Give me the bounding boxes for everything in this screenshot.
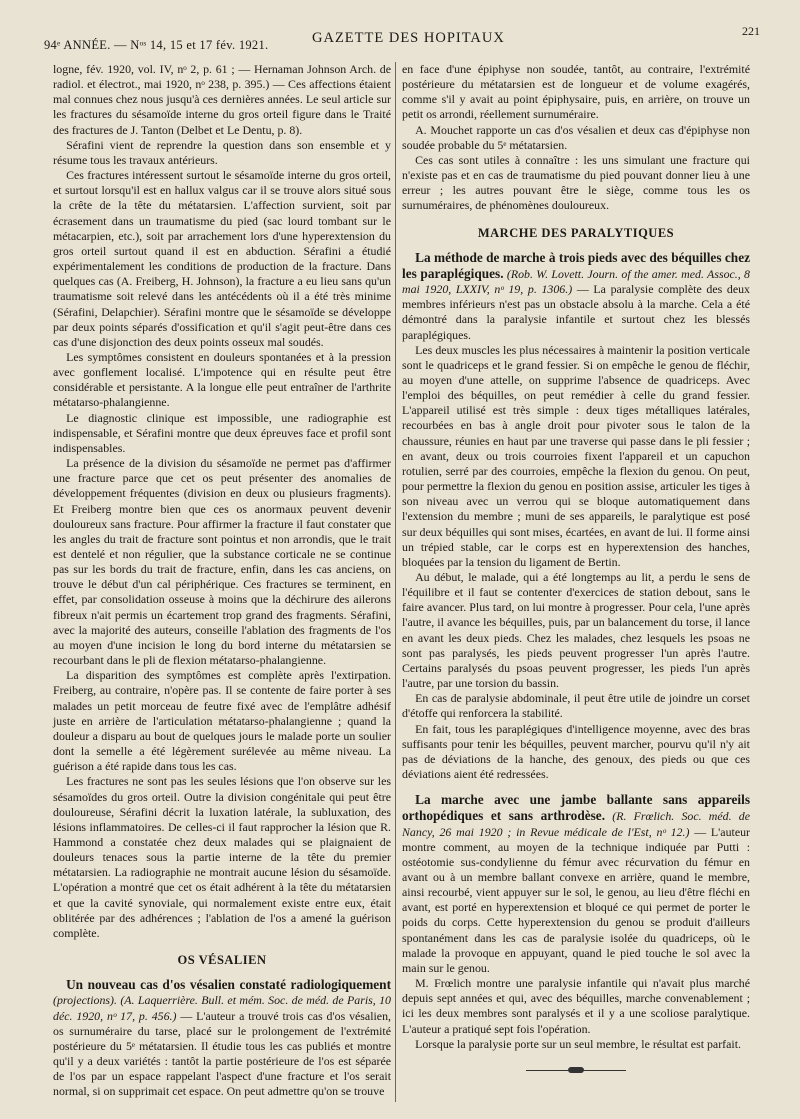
paragraph: en face d'une épiphyse non soudée, tantôt, au contraire, l'extrémité postérieure du métatarsien est de longueur et de volume exagérés, comme s'il y avait au point épiphysaire, puis, en arrière, on trouve un petit os arrondi, réellement surnuméraire. xyxy=(402,62,750,122)
section-title-os-vesalien: OS VÉSALIEN xyxy=(177,953,267,968)
paragraph: A. Mouchet rapporte un cas d'os vésalien et deux cas d'épiphyse non soudée probable du 5ᵉ métatarsien. xyxy=(402,122,750,152)
paragraph: Ces fractures intéressent surtout le sésamoïde interne du gros orteil, et surtout lorsqu'il est en hallux valgus car il se trouve alors situé sous la crête de la tête du métatarsien. L'affection survient, soit par écrasement dans un traumatisme du pied (sac lourd tombant sur le métacarpien, etc.), soit par arrachement lors d'une hyperextension du gros orteil surtout quand il est en abduction. Sérafini a étudié expérimentalement les conditions de production de la fracture. Dans quelques cas (A. Freiberg, H. Johnson), la fracture a eu lieu sans qu'un traumatisme soit relevé dans les antécédents où il a été très minime (Sérafini, Delapchier). Sérafini montre que le sésamoïde se développe par deux points séparés d'ossification et qu'il s'agit peut-être dans ces cas d'une disjonction des deux points osseux mal soudés. xyxy=(53,168,391,349)
paragraph: M. Frœlich montre une paralysie infantile qui n'avait plus marché depuis sept années et qui, avec des béquilles, marche convenablement ; ici les deux membres sont paralysés et il y a une scoliose paralytique. L'auteur a pratiqué sept fois l'opération. xyxy=(402,976,750,1036)
left-column xyxy=(53,62,391,1099)
right-column xyxy=(402,62,750,1076)
paragraph: logne, fév. 1920, vol. IV, nᵒ 2, p. 61 ; — Hernaman Johnson Arch. de radiol. et électrot., mai 1920, nᵒ 238, p. 395.) — Ces affections étaient mal connues chez nous jusqu'à ces dernières années. Le seul article sur les fractures du sésamoïde interne du gros orteil figure dans le Traité des fractures de J. Tanton (Delbet et Le Dentu, p. 8). xyxy=(53,62,391,137)
paragraph: La présence de la division du sésamoïde ne permet pas d'affirmer une fracture parce que cet os peut présenter des anomalies de développement fréquentes (division en deux ou plusieurs fragments). Et Freiberg montre bien que ces os anormaux peuvent devenir douloureux sans fracture. Pour affirmer la fracture il faut constater que les angles du trait de fracture sont pointus et non arrondis, que le trait est dentelé et non régulier, que la substance corticale ne se continue pas sur les bords du trait de fracture, enfin, dans les cas anciens, on trouve le début d'un cal périphérique. Ces fractures se terminent, en effet, par consolidation osseuse à moins que la déchirure des ailerons fibreux n'ait permis un écartement trop grand des fragments. Sérafini, avec la majorité des auteurs, conseille l'ablation des fragments de l'os au moyen d'une incision le long du bord interne du métatarsien se recourbant dans le pli de flexion métatarso-phalangienne. xyxy=(53,456,391,668)
paragraph: La disparition des symptômes est complète après l'extirpation. Freiberg, au contraire, n'opère pas. Il se contente de faire porter à ses malades un petit morceau de feutre fixé avec de l'emplâtre adhésif juste en arrière de l'articulation métatarso-phalangienne ; quand la douleur a disparu au bout de quelques jours le malade porte un soulier dont la semelle a été légèrement surélevée au même niveau. La guérison a été rapide dans tous les cas. xyxy=(53,668,391,774)
article-text: — La paralysie complète des deux membres inférieurs n'est pas un obstacle absolu à la marche. Cela a été démontré dans la paralysie infantile et surtout chez les blessés paraplégiques. xyxy=(402,282,750,342)
article-text: — L'auteur montre comment, au moyen de la technique indiquée par Putti : ostéotomie sus-condylienne du fémur avec récurvation du fémur en avant ou à un membre ballant convexe en arrière, quand le membre, ainsi recourbé, vient appuyer sur le sol, le genou, au lieu d'être fléchi en avant, est porté en hyperextension et bloqué ce qui permet de porter le poids du corps. Cette hyperextension du genou se produit d'ailleurs spontanément dans les cas de paralysie isolée du quadriceps, où le malade la provoque en appuyant, quand le pied touche le sol avec la main sur le genou. xyxy=(402,824,750,975)
page-header xyxy=(0,20,800,56)
section-title-marche-paralytiques: MARCHE DES PARALYTIQUES xyxy=(477,225,675,240)
page-number: 221 xyxy=(742,24,760,38)
paragraph: En fait, tous les paraplégiques d'intelligence moyenne, avec des bras suffisants pour tenir les béquilles, peuvent marcher, pourvu qu'il n'y ait pas de déviations de la hanche, des genoux, des pieds ou que ces déviations aient été redressées. xyxy=(402,721,750,782)
paragraph: Lorsque la paralysie porte sur un seul membre, le résultat est parfait. xyxy=(415,1036,741,1051)
article-os-vesalien xyxy=(53,977,391,1099)
article-reference: (R. Frœlich. Soc. méd. de Nancy, 26 mai 1920 ; in Revue médicale de l'Est, nᵒ 12.) xyxy=(402,809,750,839)
article-jambe-ballante xyxy=(402,792,750,976)
paragraph: Les fractures ne sont pas les seules lésions que l'on observe sur les sésamoïdes du gros orteil. Outre la division congénitale qui peut être douloureuse, Sérafini décrit la luxation latérale, la subluxation, des lésions inflammatoires. De celles-ci il faut rapprocher la lésion que R. Hammond a constatée chez deux malades qui se plaignaient de douleurs tenaces sous la partie interne de la tête du premier métatarsien. La radiographie ne montrait aucune lésion du sésamoïde. L'opération a montré que cet os était adhérent à la tête du métatarsien et que la cavité synoviale, qui normalement existe entre eux, était oblitérée par des adhérences ; l'ablation de l'os a amené la guérison complète. xyxy=(53,774,391,940)
article-reference: (Rob. W. Lovett. Journ. of the amer. med. Assoc., 8 mai 1920, LXXIV, nᵒ 19, p. 1306.) xyxy=(402,266,750,297)
column-divider xyxy=(395,62,396,1102)
paragraph: Ces cas sont utiles à connaître : les uns simulant une fracture qui n'existe pas et en cas de traumatisme du pied pouvant donner lieu à une erreur ; les autres pouvant être le siège, comme tous les os surnuméraires, de phénomènes douloureux. xyxy=(402,152,750,213)
article-title: La marche avec une jambe ballante sans appareils orthopédiques et sans arthrodèse. xyxy=(402,792,750,824)
article-text: — L'auteur a trouvé trois cas d'os vésalien, os surnuméraire du tarse, placé sur le prolongement de l'extrémité postérieure du 5ᵉ métatarsien. Il étudie tous les cas publiés et montre qu'il y a deux variétés : tantôt la partie postérieure de l'os est séparée de l'os par un espace rappelant l'aspect d'une fracture et l'os serait normal, si on supprimait cet espace. On peut admettre qu'on se trouve xyxy=(53,1008,391,1099)
article-trois-pieds xyxy=(402,250,750,343)
journal-title: GAZETTE DES HOPITAUX xyxy=(312,30,505,46)
article-reference: (projections). (A. Laquerrière. Bull. et mém. Soc. de méd. de Paris, 10 déc. 1920, nᵒ 17, p. 456.) xyxy=(53,993,391,1023)
paragraph: Les symptômes consistent en douleurs spontanées et à la pression avec gonflement localisé. L'impotence qui en résulte peut être considérable et persistante. A la longue elle peut entraîner de l'arthrite métatarso-phalangienne. xyxy=(53,349,391,410)
issue-info: 94ᵉ ANNÉE. — Nᵒˢ 14, 15 et 17 fév. 1921. xyxy=(44,38,269,52)
article-title: La méthode de marche à trois pieds avec des béquilles chez les paraplégiques. xyxy=(402,249,750,281)
paragraph: Sérafini vient de reprendre la question dans son ensemble et y résume tous les travaux antérieurs. xyxy=(53,137,391,167)
paragraph: Au début, le malade, qui a été longtemps au lit, a perdu le sens de l'équilibre et il faut se contenter d'exercices de station debout, sans le faire avancer. Plus tard, on lui montre à progresser. Pour cela, l'une après l'autre, il avance les béquilles, puis, par un balancement du torse, il lance en avant les deux pieds. Chez les malades, chez lesquels les psoas ne sont pas paralysés, les pieds peuvent progresser l'un après l'autre. Certains paralysés du psoas peuvent progresser, les pieds l'un après l'autre, par une torsion du bassin. xyxy=(402,570,750,691)
article-title: Un nouveau cas d'os vésalien constaté radiologiquement xyxy=(66,977,391,993)
paragraph: Les deux muscles les plus nécessaires à maintenir la position verticale sont le quadriceps et le grand fessier. Si on empêche le genou de fléchir, au moyen d'une attelle, on supprime l'absence de quadriceps. Avec l'emploi des béquilles, on peut remédier à celle du grand fessier. L'appareil utilisé est très simple : deux tiges métalliques latérales, recourbées en bas à angle droit pour pivoter sous le talon de la chaussure, réunies en haut par une traverse qui passe dans le pli fessier ; en avant, deux ou trois courroies fixent l'appareil et un capuchon rotulien, serré par des courroies, empêche la flexion du genou. On peut, pour permettre la flexion du genou en position assise, articuler les tiges à son niveau avec un verrou qui se bloque automatiquement dans l'extension du membre ; muni de ses appareils, le paralytique est posé sur deux béquilles qui sont mises, écartées, en avant de lui. Il forme ainsi un trépied stable, car le corps est en hyperextension des hanches, bloquées par la tension du ligament de Bertin. xyxy=(402,342,750,569)
paragraph: Le diagnostic clinique est impossible, une radiographie est indispensable, et Sérafini montre que deux épreuves face et profil sont indispensables. xyxy=(53,410,391,455)
end-ornament-rule xyxy=(526,1066,626,1076)
paragraph: En cas de paralysie abdominale, il peut être utile de joindre un corset d'étoffe qui renforcera la stabilité. xyxy=(402,691,750,721)
